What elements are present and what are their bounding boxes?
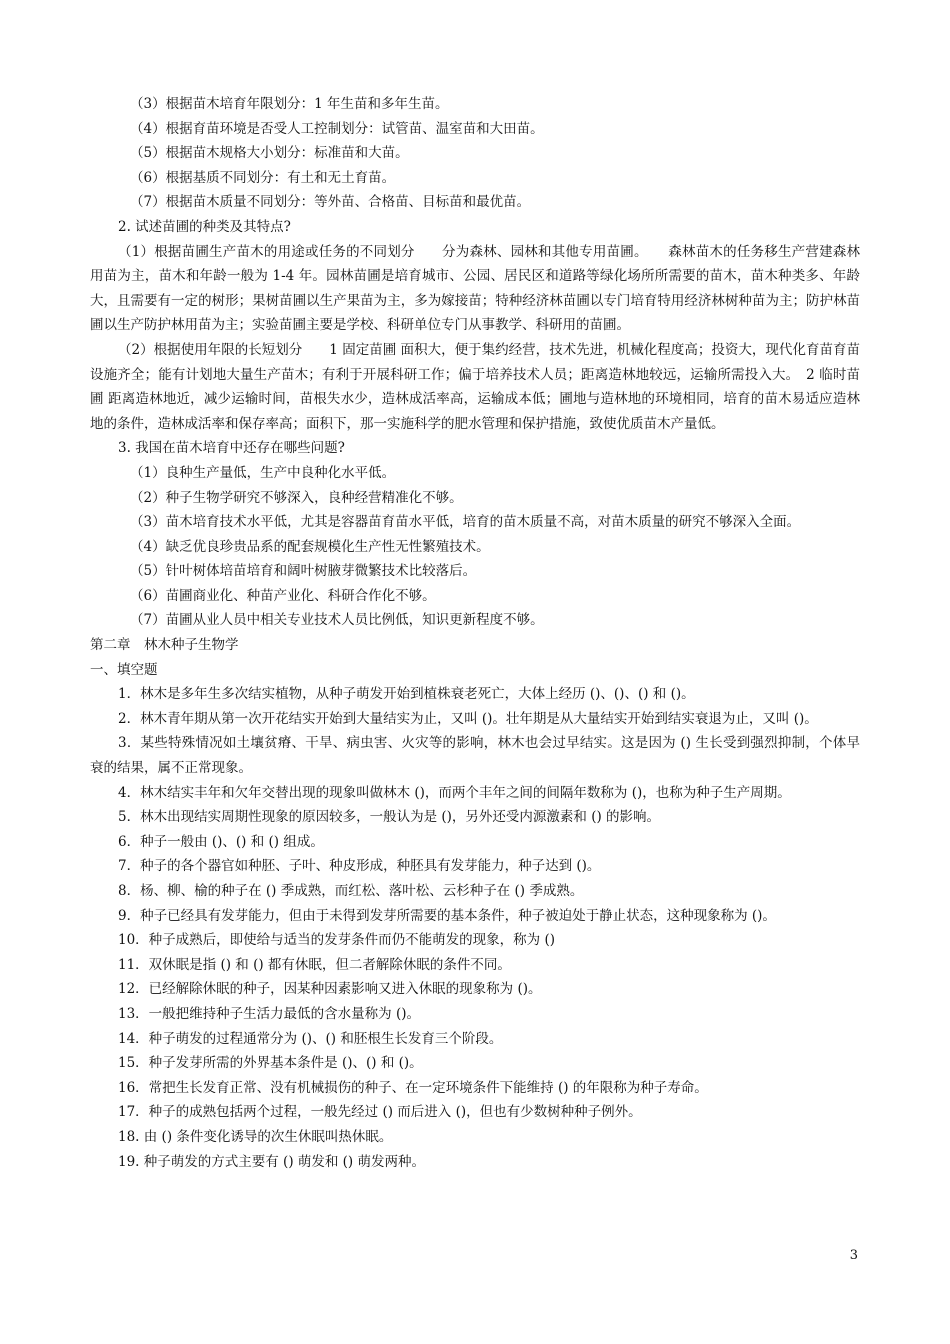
paragraph: 19. 种子萌发的方式主要有 () 萌发和 () 萌发两种。 <box>118 1153 425 1170</box>
paragraph: 3. 我国在苗木培育中还存在哪些问题? <box>118 440 345 457</box>
paragraph: 17．种子的成熟包括两个过程，一般先经过 () 而后进入 ()，但也有少数树种种子例外。 <box>118 1104 642 1121</box>
paragraph: 10．种子成熟后，即使给与适当的发芽条件而仍不能萌发的现象，称为 () <box>118 932 556 949</box>
paragraph: 16．常把生长发育正常、没有机械损伤的种子、在一定环境条件下能维持 () 的年限称为种子寿命。 <box>118 1079 708 1096</box>
paragraph: 11．双休眠是指 () 和 () 都有休眠，但二者解除休眠的条件不同。 <box>118 956 511 973</box>
paragraph: 13．一般把维持种子生活力最低的含水量称为 ()。 <box>118 1005 421 1022</box>
paragraph: （4）根据育苗环境是否受人工控制划分：试管苗、温室苗和大田苗。 <box>130 120 544 137</box>
paragraph: 1．林木是多年生多次结实植物，从种子萌发开始到植株衰老死亡，大体上经历 ()、()、() 和 ()。 <box>118 686 695 703</box>
paragraph: （1）根据苗圃生产苗木的用途或任务的不同划分 分为森林、园林和其他专用苗圃。 森林苗木的任务移生产营建森林用苗为主，苗木和年龄一般为 1-4 年。园林苗圃是培育城市、公园、居民区和道路等绿化场所所需要的苗木，苗木种类多、年龄大，且需要有一定的树形；果树苗圃以生产果苗为主，多为嫁接苗；特种经济林苗圃以专门培育特用经济林树种苗为主；防护林苗圃以生产防护林用苗为主；实验苗圃主要是学校、科研单位专门从事教学、科研用的苗圃。 <box>90 243 860 334</box>
section-heading: 一、填空题 <box>90 661 158 678</box>
paragraph: 5．林木出现结实周期性现象的原因较多，一般认为是 ()，另外还受内源激素和 () 的影响。 <box>118 809 661 826</box>
paragraph: 15．种子发芽所需的外界基本条件是 ()、() 和 ()。 <box>118 1055 423 1072</box>
paragraph: （1）良种生产量低，生产中良种化水平低。 <box>130 464 396 481</box>
paragraph: 14．种子萌发的过程通常分为 ()、() 和胚根生长发育三个阶段。 <box>118 1030 503 1047</box>
paragraph: 9．种子已经具有发芽能力，但由于未得到发芽所需要的基本条件，种子被迫处于静止状态，这种现象称为 ()。 <box>118 907 776 924</box>
paragraph: 4．林木结实丰年和欠年交替出现的现象叫做林木 ()，而两个丰年之间的间隔年数称为 ()，也称为种子生产周期。 <box>118 784 791 801</box>
paragraph: 3．某些特殊情况如土壤贫瘠、干旱、病虫害、火灾等的影响，林木也会过早结实。这是因为 () 生长受到强烈抑制，个体早衰的结果，属不正常现象。 <box>90 735 860 777</box>
paragraph: 12．已经解除休眠的种子，因某种因素影响又进入休眠的现象称为 ()。 <box>118 981 542 998</box>
paragraph: （3）根据苗木培育年限划分：1 年生苗和多年生苗。 <box>130 96 449 112</box>
paragraph: （2）根据使用年限的长短划分 1 固定苗圃 面积大，便于集约经营，技术先进，机械化程度高；投资大，现代化育苗育苗设施齐全；能有计划地大量生产苗木；有利于开展科研工作；偏于培养技术人员；距离造林地较远，运输所需投入大。 2 临时苗圃 距离造林地近，减少运输时间，苗根失水少，造林成活率高，运输成本低；圃地与造林地的环境相同，培育的苗木易适应造林地的条件，造林成活率和保存率高；面积下，那一实施科学的肥水管理和保护措施，致使优质苗木产量低。 <box>90 341 860 432</box>
paragraph: 7．种子的各个器官如种胚、子叶、种皮形成，种胚具有发芽能力，种子达到 ()。 <box>118 858 601 875</box>
paragraph: （7）苗圃从业人员中相关专业技术人员比例低，知识更新程度不够。 <box>130 612 544 629</box>
paragraph: （5）针叶树体培苗培育和阔叶树腋芽微繁技术比较落后。 <box>130 563 477 580</box>
section-heading: 第二章 林木种子生物学 <box>90 637 239 654</box>
paragraph: 2．林木青年期从第一次开花结实开始到大量结实为止，又叫 ()。壮年期是从大量结实开始到结实衰退为止，又叫 ()。 <box>118 710 818 727</box>
paragraph: 8．杨、柳、榆的种子在 () 季成熟，而红松、落叶松、云杉种子在 () 季成熟。 <box>118 883 584 899</box>
paragraph: （2）种子生物学研究不够深入，良种经营精准化不够。 <box>130 489 463 506</box>
paragraph: （4）缺乏优良珍贵品系的配套规模化生产性无性繁殖技术。 <box>130 538 490 555</box>
paragraph: （6）根据基质不同划分：有土和无土育苗。 <box>130 169 396 186</box>
paragraph: 6．种子一般由 ()、() 和 () 组成。 <box>118 833 324 850</box>
paragraph: 18. 由 () 条件变化诱导的次生休眠叫热休眠。 <box>118 1128 393 1145</box>
page-number: 3 <box>849 1248 858 1263</box>
paragraph: （3）苗木培育技术水平低，尤其是容器苗育苗水平低，培育的苗木质量不高，对苗木质量的研究不够深入全面。 <box>130 514 801 531</box>
paragraph: （7）根据苗木质量不同划分：等外苗、合格苗、目标苗和最优苗。 <box>130 194 531 211</box>
paragraph: （6）苗圃商业化、种苗产业化、科研合作化不够。 <box>130 587 436 604</box>
paragraph: （5）根据苗木规格大小划分：标准苗和大苗。 <box>130 145 409 162</box>
paragraph: 2. 试述苗圃的种类及其特点? <box>118 218 291 235</box>
document-body <box>90 92 860 1174</box>
